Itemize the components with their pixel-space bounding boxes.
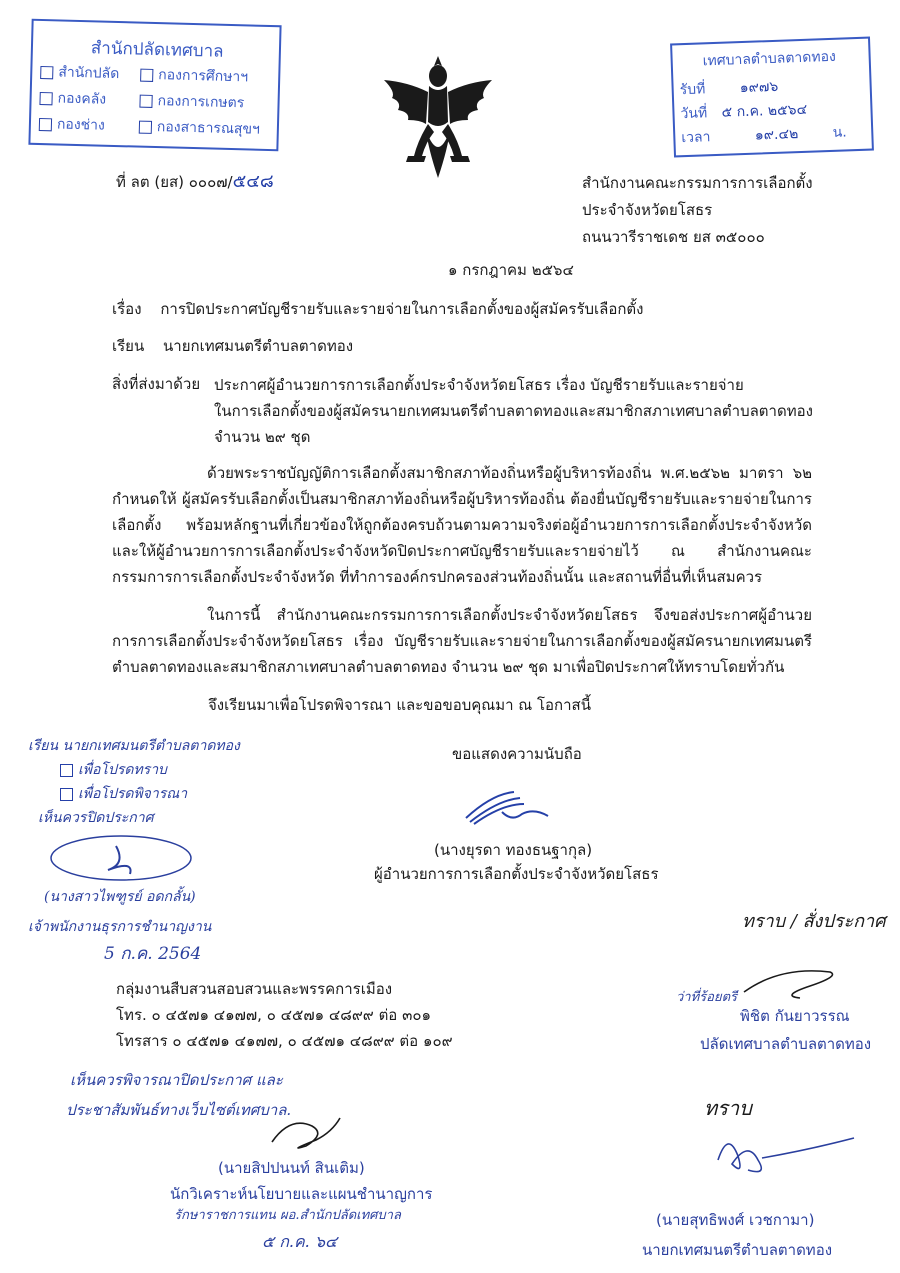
annotation-bottom-note-2: ประชาสัมพันธ์ทางเว็บไซต์เทศบาล. (66, 1101, 292, 1119)
sender-line: ประจำจังหวัดยโสธร (582, 201, 713, 219)
ref-no-text: ที่ ลต (ยส) ๐๐๐๗/ (116, 173, 233, 191)
annotation-right-title: ปลัดเทศบาลตำบลตาดทอง (700, 1035, 872, 1053)
signature-icon (266, 1112, 346, 1158)
stamp-title: สำนักปลัดเทศบาล (90, 38, 224, 62)
annotation-bottom-title: นักวิเคราะห์นโยบายและแผนชำนาญการ (170, 1185, 433, 1203)
stamp-title: เทศบาลตำบลตาดทอง (702, 48, 837, 70)
subject-row (112, 297, 644, 321)
enclosure-line: ในการเลือกตั้งของผู้สมัครนายกเทศมนตรีตำบลตาดทองและสมาชิกสภาเทศบาลตำบลตาดทอง (214, 402, 813, 420)
ref-no-handwritten: ๕๔๘ (232, 171, 274, 192)
addressee-label: เรียน (112, 337, 145, 355)
annotation-right-prefix: ว่าที่ร้อยตรี (676, 990, 738, 1005)
enclosure-line: ประกาศผู้อำนวยการการเลือกตั้งประจำจังหวัดยโสธร เรื่อง บัญชีรายรับและรายจ่าย (214, 376, 744, 394)
stamp-no-label: รับที่ (679, 81, 706, 99)
annotation-right-note: ทราบ / สั่งประกาศ (742, 911, 886, 932)
signature-icon (46, 830, 196, 886)
stamp-item: กองช่าง (56, 116, 106, 134)
body-paragraph-1: ด้วยพระราชบัญญัติการเลือกตั้งสมาชิกสภาท้องถิ่นหรือผู้บริหารท้องถิ่น พ.ศ.๒๕๖๒ มาตรา ๖๒ กำหนดให้ ผู้สมัครรับเลือกตั้งเป็นสมาชิกสภาท้องถิ่นหรือผู้บริหารท้องถิ่น ต้องยื่นบัญชีรายรับและรายจ่ายในการเลือกตั้ง พร้อมหลักฐานที่เกี่ยวข้องให้ถูกต้องครบถ้วนตามความจริงต่อผู้อำนวยการการเลือกตั้งประจำจังหวัด และให้ผู้อำนวยการการเลือกตั้งประจำจังหวัดปิดประกาศบัญชีรายรับและรายจ่ายไว้ ณ สำนักงานคณะกรรมการการเลือกตั้งประจำจังหวัด ที่ทำการองค์กรปกครองส่วนท้องถิ่นนั้น และสถานที่อื่นที่เห็นสมควร (112, 464, 812, 586)
contact-block (116, 976, 453, 1054)
signer-title: ผู้อำนวยการการเลือกตั้งประจำจังหวัดยโสธร (374, 865, 659, 883)
enclosure-line: จำนวน ๒๙ ชุด (214, 428, 311, 446)
stamp-item: กองการเกษตร (157, 93, 245, 112)
reference-number (116, 170, 274, 194)
checkbox-icon (139, 120, 152, 133)
stamp-time-value: ๑๙.๔๒ (754, 126, 799, 144)
enclosure-label: สิ่งที่ส่งมาด้วย (112, 375, 201, 393)
signature-icon (462, 784, 552, 834)
body-paragraph-2: ในการนี้ สำนักงานคณะกรรมการการเลือกตั้งประจำจังหวัดยโสธร จึงขอส่งประกาศผู้อำนวยการการเลือกตั้งประจำจังหวัดยโสธร เรื่อง บัญชีรายรับและรายจ่ายในการเลือกตั้งของผู้สมัครนายกเทศมนตรีตำบลตาดทองและสมาชิกสภาเทศบาลตำบลตาดทอง จำนวน ๒๙ ชุด มาเพื่อปิดประกาศให้ทราบโดยทั่วกัน (112, 606, 812, 676)
annotation-bottom-name: (นายสิปปนนท์ สินเติม) (218, 1159, 365, 1177)
stamp-time-row (681, 121, 847, 149)
enclosure-text (214, 372, 813, 450)
department-name: กลุ่มงานสืบสวนสอบสวนและพรรคการเมือง (116, 980, 393, 998)
letter-date: ๑ กรกฎาคม ๒๕๖๔ (448, 261, 574, 279)
stamp-no-value: ๑๙๗๖ (739, 78, 779, 97)
stamp-date-row (680, 99, 807, 125)
checkbox-icon (40, 65, 53, 78)
checkbox-icon (139, 94, 152, 107)
signature-icon (740, 962, 850, 1002)
stamp-item: กองคลัง (57, 90, 107, 108)
signer-name: (นางยุรดา ทองธนฐากุล) (434, 841, 593, 859)
annotation-option-2-text: เพื่อโปรดพิจารณา (78, 786, 188, 802)
annotation-left-title: เจ้าพนักงานธุรการชำนาญงาน (28, 919, 212, 935)
receive-stamp-right (670, 37, 874, 158)
subject-label: เรื่อง (112, 300, 142, 318)
checkbox-icon (39, 117, 52, 130)
stamp-checklist-2 (139, 62, 262, 143)
body-paragraph-3: จึงเรียนมาเพื่อโปรดพิจารณา และขอขอบคุณมา ณ โอกาสนี้ (208, 696, 591, 714)
subject-text: การปิดประกาศบัญชีรายรับและรายจ่ายในการเลือกตั้งของผู้สมัครรับเลือกตั้ง (160, 300, 644, 318)
annotation-note: เห็นควรปิดประกาศ (38, 810, 154, 826)
annotation-bottom-note-3: รักษาราชการแทน ผอ.สำนักปลัดเทศบาล (174, 1208, 401, 1223)
stamp-item: สำนักปลัด (58, 64, 120, 83)
receive-stamp-left (28, 19, 281, 152)
annotation-option-2 (60, 782, 268, 806)
closing-text: ขอแสดงความนับถือ (452, 745, 582, 763)
annotation-bottom-right-name: (นายสุทธิพงศ์ เวชกามา) (656, 1211, 815, 1229)
sender-line: สำนักงานคณะกรรมการการเลือกตั้ง (582, 174, 813, 192)
annotation-option-1-text: เพื่อโปรดทราบ (78, 762, 167, 778)
stamp-time-suffix: น. (832, 124, 848, 141)
stamp-item: กองสาธารณสุขฯ (156, 119, 261, 138)
stamp-date-label: วันที่ (680, 105, 708, 123)
annotation-option-1 (60, 758, 268, 782)
checkbox-icon (60, 788, 73, 801)
checkbox-icon (60, 764, 73, 777)
checkbox-icon (39, 91, 52, 104)
stamp-checklist (39, 59, 120, 139)
annotation-bottom-date: ๕ ก.ค. ๖๔ (262, 1232, 338, 1251)
signature-icon (708, 1120, 858, 1180)
telephone: โทร. ๐ ๔๕๗๑ ๔๑๗๗, ๐ ๔๕๗๑ ๔๘๙๙ ต่อ ๓๐๑ (116, 1006, 432, 1024)
annotation-bottom-note-1: เห็นควรพิจารณาปิดประกาศ และ (70, 1071, 283, 1089)
sender-line: ถนนวารีราชเดช ยส ๓๕๐๐๐ (582, 228, 765, 246)
stamp-date-value: ๕ ก.ค. ๒๕๖๔ (721, 101, 808, 121)
annotation-to: เรียน นายกเทศมนตรีตำบลตาดทอง (28, 738, 240, 754)
stamp-no-row (679, 76, 778, 101)
annotation-left-date: 5 ก.ค. 2564 (104, 944, 202, 964)
annotation-right-name: พิชิต กันยาวรรณ (740, 1007, 850, 1025)
addressee-row (112, 334, 353, 358)
annotation-left-name: (นางสาวไพฑูรย์ อดกลั้น) (44, 889, 196, 905)
stamp-item: กองการศึกษาฯ (158, 67, 249, 86)
stamp-time-label: เวลา (681, 129, 711, 147)
annotation-bottom-right-title: นายกเทศมนตรีตำบลตาดทอง (642, 1241, 833, 1259)
checkbox-icon (140, 68, 153, 81)
annotation-left (28, 734, 268, 830)
addressee-text: นายกเทศมนตรีตำบลตาดทอง (163, 337, 354, 355)
sender-address (582, 170, 813, 251)
garuda-emblem (378, 52, 498, 182)
fax: โทรสาร ๐ ๔๕๗๑ ๔๑๗๗, ๐ ๔๕๗๑ ๔๘๙๙ ต่อ ๑๐๙ (116, 1032, 453, 1050)
annotation-bottom-right-note: ทราบ (704, 1096, 752, 1120)
